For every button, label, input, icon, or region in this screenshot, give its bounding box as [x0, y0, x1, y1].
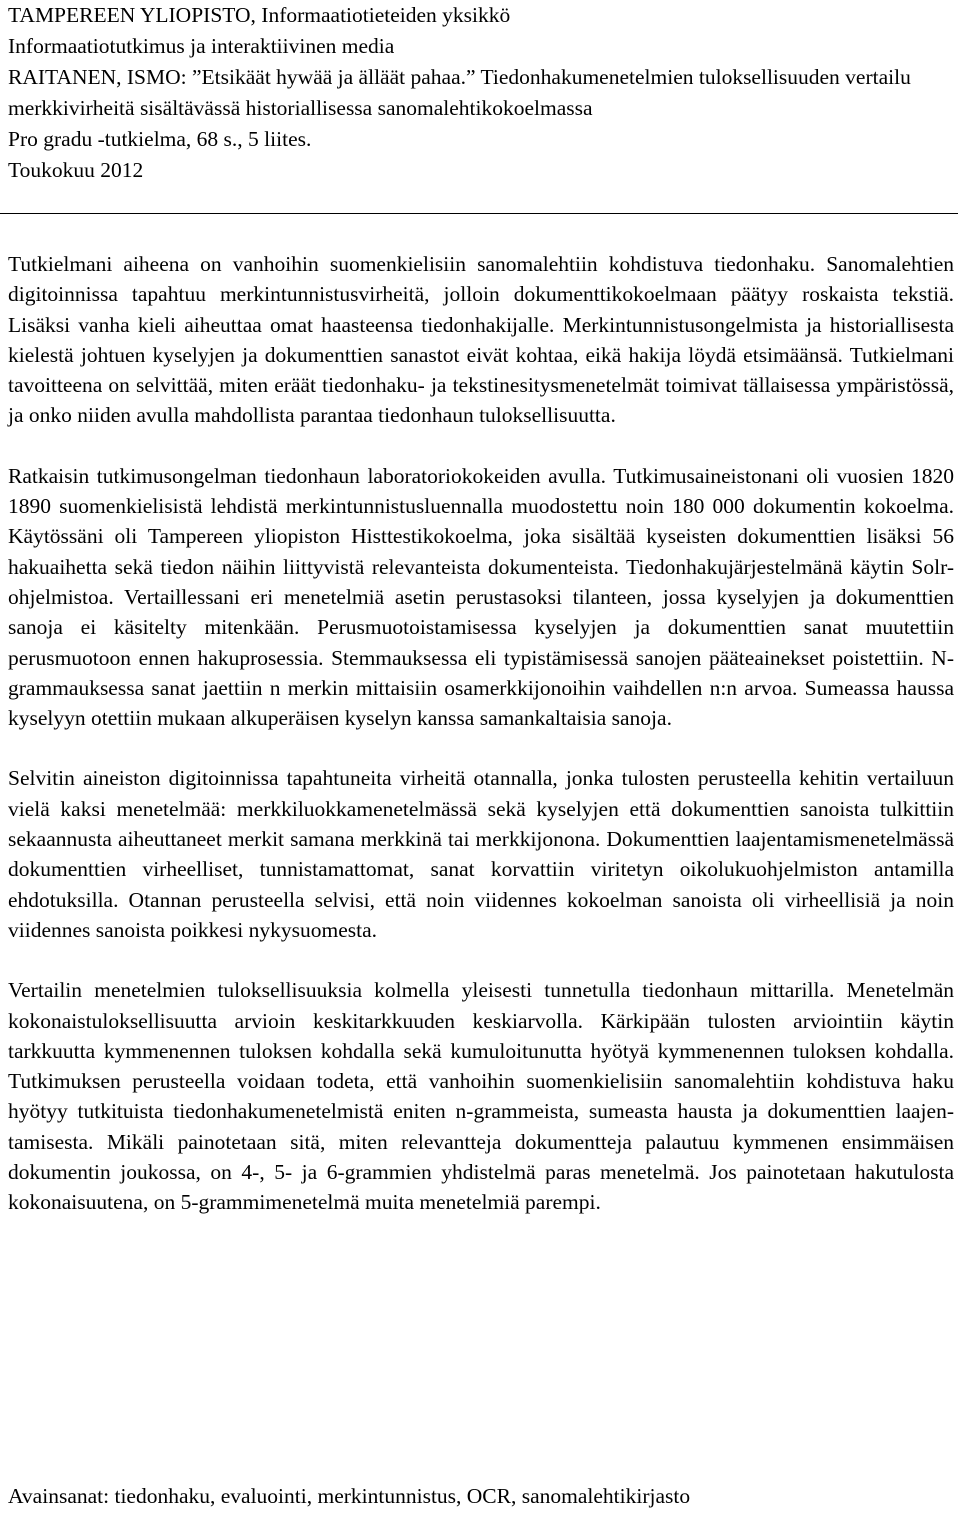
keywords-line: Avainsanat: tiedonhaku, evaluointi, merkintunnistus, OCR, sanomalehtikirjasto	[8, 1484, 691, 1508]
abstract-body	[8, 249, 954, 1248]
abstract-paragraph-2: Ratkaisin tutkimusongelman tiedonhaun laboratoriokokeiden avulla. Tutkimusaineistonani oli vuosien 1820 1890 suomenkielisistä lehdistä merkintunnistusluennalla muodostettu noin 180 000 dokumentin kokoelma. Käytössäni oli Tampereen yliopiston Histtestikokoelma, joka sisältää kyseisten dokumenttien lisäksi 56 hakuaihetta sekä tiedon näihin liittyvistä relevanteista dokumenteista. Tiedonhakujärjestelmänä käytin Solr-ohjelmistoa. Vertaillessani eri menetelmiä asetin perustasoksi tilanteen, jossa kyselyjen ja dokumenttien sanoja ei käsitelty mitenkään. Perusmuotoistamisessa kyselyjen ja dokumenttien sanat muutettiin perusmuotoon ennen hakuprosessia. Stemmauksessa eli typistämisessä sanojen pääteainekset poistettiin. N-grammauksessa sanat jaettiin n merkin mittaisiin osamerkkijonoihin vaihdellen n:n arvoa. Sumeassa haussa kyselyyn otettiin mukaan alkuperäisen kyselyn kanssa samankaltaisia sanoja.	[8, 463, 954, 731]
thesis-abstract-page	[8, 0, 952, 186]
university-line: TAMPEREEN YLIOPISTO, Informaatiotieteiden yksikkö	[8, 3, 511, 27]
header-block	[8, 0, 952, 186]
abstract-paragraph-1: Tutkielmani aiheena on vanhoihin suomenkielisiin sanomalehtiin kohdistuva tiedonhaku. Sanomalehtien digitoinnissa tapahtuu merkintunnistusvirheitä, jolloin dokumenttikokoelmaan päätyy roskaista tekstiä. Lisäksi vanha kieli aiheuttaa omat haasteensa tiedonhakijalle. Merkintunnistusongelmista ja historiallisesta kielestä johtuen kyselyjen ja dokumenttien sanastot eivät kohtaa, eikä hakija löydä etsimäänsä. Tutkielmani tavoitteena on selvittää, miten eräät tiedonhaku- ja tekstinesitysmenetelmät toimivat tällaisessa ympäristössä, ja onko niiden avulla mahdollista parantaa tiedonhaun tuloksellisuutta.	[8, 252, 954, 428]
date-line: Toukokuu 2012	[8, 158, 144, 182]
program-line: Informaatiotutkimus ja interaktiivinen media	[8, 34, 395, 58]
author-title-line: RAITANEN, ISMO: ”Etsikäät hywää ja älläät pahaa.” Tiedonhakumenetelmien tuloksellisuuden vertailu merkkivirheitä sisältävässä historiallisessa sanomalehtikokoelmassa	[8, 65, 911, 120]
abstract-paragraph-4: Vertailin menetelmien tuloksellisuuksia kolmella yleisesti tunnetulla tiedonhaun mittarilla. Menetelmän kokonaistuloksellisuutta arvioin keskitarkkuuden keskiarvolla. Kärkipään tulosten arviointiin käytin tarkkuutta kymmenennen tuloksen kohdalla sekä kumuloitunutta hyötyä kymmenennen tuloksen kohdalla. Tutkimuksen perusteella voidaan todeta, että vanhoihin suomenkielisiin sanomalehtiin kohdistuva haku hyötyy tutkituista tiedonhakumenetelmistä eniten n-grammeista, sumeasta hausta ja dokumenttien laajentamisesta. Mikäli painotetaan sitä, miten relevantteja dokumentteja palautuu kymmenen ensimmäisen dokumentin joukossa, on 4-, 5- ja 6-grammien yhdistelmä paras menetelmä. Jos painotetaan hakutulosta kokonaisuutena, on 5-grammimenetelmä muita menetelmiä parempi.	[8, 978, 954, 1215]
horizontal-divider	[0, 213, 958, 214]
thesis-info-line: Pro gradu -tutkielma, 68 s., 5 liites.	[8, 127, 312, 151]
abstract-paragraph-3: Selvitin aineiston digitoinnissa tapahtuneita virheitä otannalla, jonka tulosten perusteella kehitin vertailuun vielä kaksi menetelmää: merkkiluokkamenetelmässä sekä kyselyjen että dokumenttien sanoista tulkittiin sekaannusta aiheuttaneet merkit samana merkkinä tai merkkijonona. Dokumenttien laajentamismenetelmässä dokumenttien virheelliset, tunnistamattomat, sanat korvattiin viritetyn oikolukuohjelmiston antamilla ehdotuksilla. Otannan perusteella selvisi, että noin viidennes kokoelman sanoista oli virheellisiä ja noin viidennes sanoista poikkesi nykysuomesta.	[8, 766, 954, 942]
